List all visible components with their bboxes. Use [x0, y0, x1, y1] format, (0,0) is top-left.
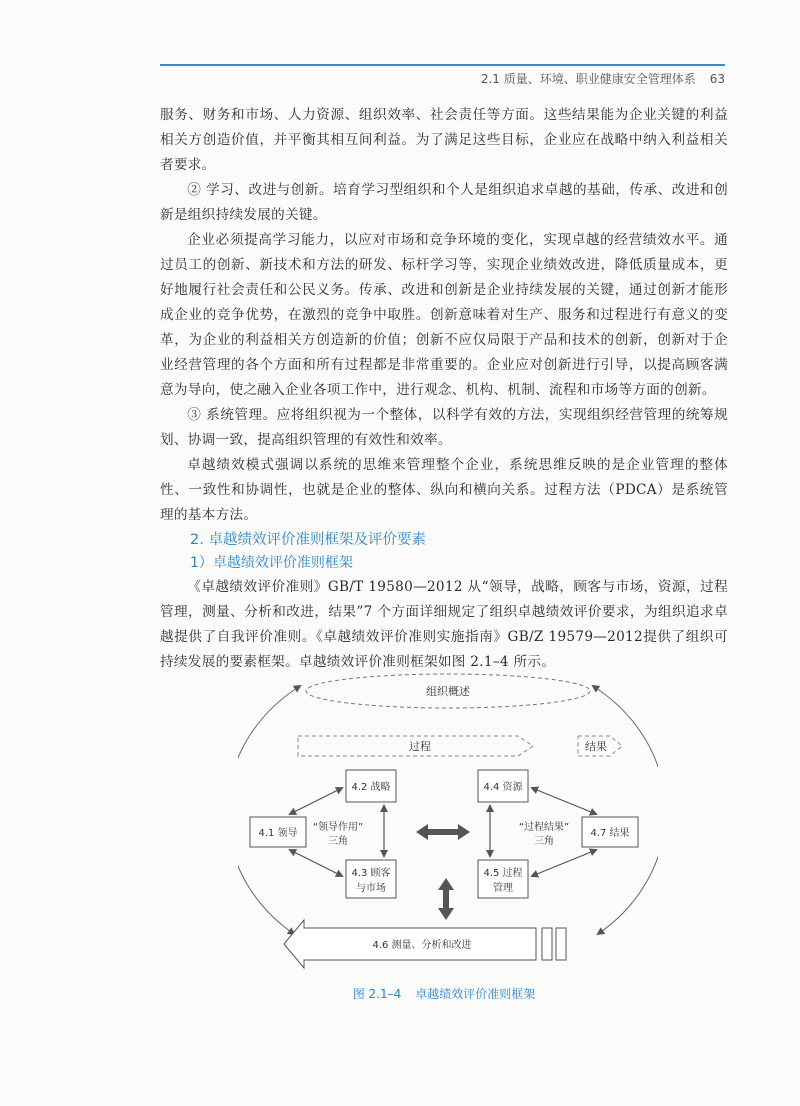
caption-number: 图 2.1–4 [352, 987, 402, 1001]
outer-circle-right [593, 686, 658, 934]
process-label: 过程 [409, 740, 431, 753]
process-mgmt-label-1: 4.5 过程 [483, 868, 523, 879]
leadership-triangle-label-2: 三角 [328, 836, 348, 847]
results-arrow-label: 结果 [585, 740, 607, 753]
paragraph: ② 学习、改进与创新。培育学习型组织和个人是组织追求卓越的基础，传承、改进和创新是组织持续发展的关键。 [160, 182, 728, 223]
paragraph: 企业必须提高学习能力，以应对市场和竞争环境的变化，实现卓越的经营绩效水平。通过员工的创新、新技术和方法的研发、标杆学习等，实现企业绩效改进，降低质量成本，更好地履行社会责任和公民义务。传承、改进和创新是企业持续发展的关键，通过创新才能形成企业的竞争优势，在激烈的竞争中取胜。创新意味着对生产、服务和过程进行有意义的变革，为企业的利益相关方创造新的价值；创新不应仅局限于产品和技术的创新，创新对于企业经营管理的各个方面和所有过程都是非常重要的。企业应对创新进行引导，以提高顾客满意为导向，使之融入企业各项工作中，进行观念、机构、机制、流程和市场等方面的创新。 [160, 232, 728, 398]
paragraph: 《卓越绩效评价准则》GB/T 19580—2012 从“领导，战略，顾客与市场，资源，过程管理，测量、分析和改进，结果”7 个方面详细规定了组织卓越绩效评价要求，为组织追求卓越提供了自我评价准则。《卓越绩效评价准则实施指南》GB/Z 19579—2012提供了组织可持续发展的要素框架。卓越绩效评价准则框架如图 2.1–4 所示。 [160, 579, 728, 670]
paragraph: 服务、财务和市场、人力资源、组织效率、社会责任等方面。这些结果能为企业关键的利益相关方创造价值，并平衡其相互间利益。为了满足这些目标，企业应在战略中纳入利益相关者要求。 [160, 107, 728, 173]
resources-label: 4.4 资源 [483, 782, 523, 793]
paragraph: 卓越绩效模式强调以系统的思维来管理整个企业，系统思维反映的是企业管理的整体性、一致性和协调性，也就是企业的整体、纵向和横向关系。过程方法（PDCA）是系统管理的基本方法。 [160, 457, 728, 523]
measurement-block-2 [556, 928, 566, 960]
arrow-leadership-strategy [290, 788, 342, 814]
framework-svg [238, 664, 658, 984]
paragraph: ③ 系统管理。应将组织视为一个整体，以科学有效的方法，实现组织经营管理的统筹规划、协调一致，提高组织管理的有效性和效率。 [160, 407, 728, 448]
arrow-leadership-customer [290, 850, 342, 876]
header-section: 2.1 质量、环境、职业健康安全管理体系 [480, 72, 696, 86]
results-triangle-label-1: “过程结果” [518, 822, 570, 833]
figure-caption [160, 985, 728, 1002]
measurement-label: 4.6 测量、分析和改进 [372, 940, 472, 951]
customer-label-1: 4.3 顾客 [351, 868, 391, 879]
running-header [160, 70, 725, 87]
section-heading: 2. 卓越绩效评价准则框架及评价要素 [190, 532, 426, 548]
framework-diagram [238, 664, 658, 984]
header-rule [160, 64, 725, 66]
measurement-block-1 [542, 928, 552, 960]
body-text [160, 103, 728, 675]
bold-arrow-horizontal [416, 824, 470, 840]
arrow-resources-results [532, 788, 596, 814]
caption-title: 卓越绩效评价准则框架 [415, 987, 536, 1001]
results-label: 4.7 结果 [590, 828, 630, 839]
customer-label-2: 与市场 [356, 883, 386, 894]
arrow-process-results [532, 850, 596, 876]
bold-arrow-vertical [438, 878, 454, 920]
page-number: 63 [709, 72, 725, 86]
outer-circle-left [238, 686, 300, 934]
leadership-triangle-label-1: “领导作用” [312, 822, 364, 833]
subsection-heading: 1）卓越绩效评价准则框架 [190, 555, 353, 571]
organization-profile-label: 组织概述 [426, 685, 470, 698]
strategy-label: 4.2 战略 [351, 782, 391, 793]
process-mgmt-label-2: 管理 [493, 883, 513, 894]
results-triangle-label-2: 三角 [534, 836, 554, 847]
leadership-label: 4.1 领导 [258, 828, 298, 839]
